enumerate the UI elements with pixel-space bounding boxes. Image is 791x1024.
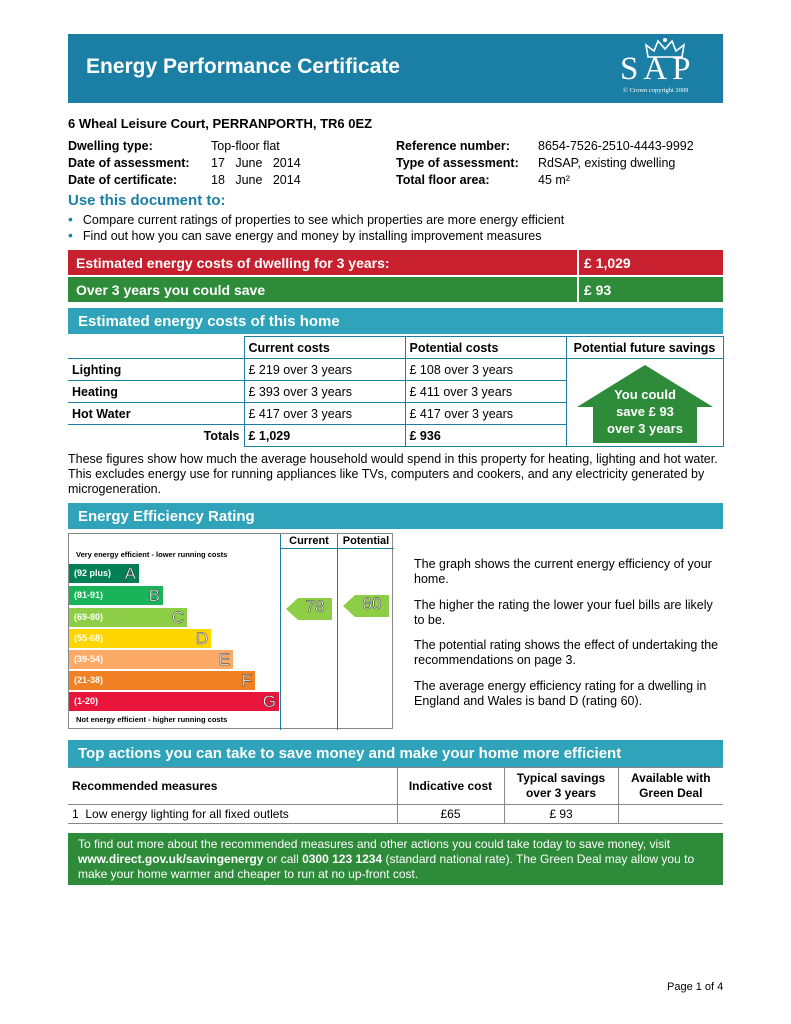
- band-letter: A: [124, 564, 136, 583]
- list-item: [68, 227, 541, 243]
- band-letter: B: [148, 586, 160, 605]
- detail-value: Top-floor flat: [211, 139, 280, 153]
- band-f: [69, 671, 255, 690]
- totals-current: £ 1,029: [244, 425, 405, 447]
- table-header: Potential costs: [405, 337, 566, 359]
- crown-copyright: © Crown copyright 2009: [623, 87, 689, 94]
- band-letter: F: [241, 671, 252, 690]
- use-heading: Use this document to:: [68, 192, 226, 209]
- band-range: (21-38): [74, 675, 104, 685]
- savings-line: You could: [614, 387, 676, 402]
- band-letter: E: [218, 650, 230, 669]
- bullet-text: Compare current ratings of properties to see which properties are more energy efficient: [82, 213, 565, 227]
- band-range: (92 plus): [74, 568, 112, 578]
- table-row: [68, 359, 723, 381]
- bullet-text: Find out how you can save energy and money by installing improvement measures: [82, 229, 542, 243]
- savings-bar: [68, 277, 723, 302]
- band-range: (69-80): [74, 612, 104, 622]
- totals-potential: £ 936: [405, 425, 566, 447]
- scale-top-label: Very energy efficient - lower running costs: [76, 550, 228, 559]
- savings-arrow-text: [573, 386, 718, 437]
- row-name: Hot Water: [68, 403, 244, 425]
- detail-label: Reference number:: [396, 139, 510, 153]
- costs-note: These figures show how much the average household would spend in this property for heating, lighting and hot water. This excludes energy use for running appliances like TVs, computers and cookers, and any electricity generated by microgeneration.: [68, 452, 718, 496]
- detail-label: Date of certificate:: [68, 173, 178, 187]
- band-range: (39-54): [74, 654, 104, 664]
- measure-name: 1 Low energy lighting for all fixed outlets: [68, 805, 397, 824]
- table-header: Recommended measures: [68, 768, 397, 805]
- measure-savings: £ 93: [504, 805, 618, 824]
- detail-label: Total floor area:: [396, 173, 490, 187]
- potential-cost: £ 411 over 3 years: [405, 381, 566, 403]
- savings-line: save £ 93: [616, 404, 674, 419]
- bullet-icon: •: [68, 211, 73, 227]
- band-letter: G: [262, 692, 276, 711]
- footer-text: (standard national rate). The Green Deal may allow you to make your home warmer and cheaper to run at no up-front cost.: [78, 852, 695, 881]
- band-g: [69, 692, 279, 711]
- bar-value: £ 1,029: [584, 255, 631, 271]
- table-header: [68, 337, 244, 359]
- table-header-row: [68, 337, 723, 359]
- reference-number: 8654-7526-2510-4443-9992: [538, 139, 694, 153]
- sap-logo-text: SAP: [620, 51, 696, 87]
- efficiency-paragraph: The graph shows the current energy efficiency of your home.: [414, 557, 712, 586]
- section-title: Top actions you can take to save money and make your home more efficient: [78, 745, 622, 762]
- bar-label: Estimated energy costs of dwelling for 3 years:: [76, 255, 390, 271]
- totals-label: Totals: [68, 425, 244, 447]
- list-item: [68, 211, 564, 227]
- potential-rating-value: 80: [362, 594, 382, 613]
- bullet-icon: •: [68, 227, 73, 243]
- footer-info-box: [68, 833, 723, 885]
- band-d: [69, 629, 211, 648]
- band-range: (1-20): [74, 696, 99, 706]
- footer-text: or call: [263, 852, 303, 866]
- efficiency-paragraph: The higher the rating the lower your fuel bills are likely to be.: [414, 598, 713, 627]
- actions-table: [68, 767, 723, 824]
- dwelling-type-row: [68, 139, 153, 153]
- divider: [577, 250, 579, 275]
- costs-table: [68, 336, 724, 447]
- band-range: (55-68): [74, 633, 104, 643]
- divider: [280, 534, 281, 730]
- page-title: Energy Performance Certificate: [86, 55, 400, 78]
- detail-value: RdSAP, existing dwelling: [538, 156, 676, 170]
- savings-cell: [566, 359, 723, 447]
- divider: [337, 534, 338, 730]
- potential-cost: £ 108 over 3 years: [405, 359, 566, 381]
- row-name: Lighting: [68, 359, 244, 381]
- band-e: [69, 650, 233, 669]
- table-header: Available with Green Deal: [618, 768, 723, 805]
- section-heading-efficiency: [68, 503, 723, 529]
- table-header-row: [68, 768, 723, 805]
- detail-label: Date of assessment:: [68, 156, 190, 170]
- footer-text: To find out more about the recommended measures and other actions you could take today to save money, visit: [78, 837, 671, 851]
- current-cost: £ 219 over 3 years: [244, 359, 405, 381]
- savingenergy-link[interactable]: www.direct.gov.uk/savingenergy: [78, 852, 264, 866]
- current-cost: £ 417 over 3 years: [244, 403, 405, 425]
- sap-logo: [618, 37, 714, 99]
- table-row: [68, 805, 723, 824]
- band-letter: C: [171, 608, 184, 627]
- table-header: Current costs: [244, 337, 405, 359]
- estimated-cost-bar: [68, 250, 723, 275]
- row-name: Heating: [68, 381, 244, 403]
- band-a: [69, 564, 139, 583]
- detail-value: 18 June 2014: [211, 173, 301, 187]
- property-address: 6 Wheal Leisure Court, PERRANPORTH, TR6 0EZ: [68, 116, 373, 131]
- measure-cost: £65: [397, 805, 504, 824]
- current-rating-value: 78: [305, 597, 325, 616]
- detail-label: Type of assessment:: [396, 156, 519, 170]
- band-letter: D: [195, 629, 208, 648]
- band-range: (81-91): [74, 590, 104, 600]
- section-heading-costs: [68, 308, 723, 334]
- bar-value: £ 93: [584, 282, 612, 298]
- section-title: Estimated energy costs of this home: [78, 313, 340, 330]
- divider: [280, 548, 394, 549]
- section-title: Energy Efficiency Rating: [78, 508, 255, 525]
- table-header: Potential future savings: [566, 337, 723, 359]
- detail-value: 45 m²: [538, 173, 570, 187]
- detail-label: Dwelling type:: [68, 139, 153, 153]
- detail-value: 17 June 2014: [211, 156, 301, 170]
- phone-number: 0300 123 1234: [302, 852, 383, 866]
- table-header: Indicative cost: [397, 768, 504, 805]
- bar-label: Over 3 years you could save: [76, 282, 266, 298]
- section-heading-actions: [68, 740, 723, 767]
- potential-cost: £ 417 over 3 years: [405, 403, 566, 425]
- efficiency-paragraph: The potential rating shows the effect of undertaking the recommendations on page 3.: [414, 638, 719, 667]
- divider: [577, 277, 579, 302]
- current-cost: £ 393 over 3 years: [244, 381, 405, 403]
- savings-line: over 3 years: [607, 421, 683, 436]
- table-header: Typical savings over 3 years: [504, 768, 618, 805]
- band-c: [69, 608, 187, 627]
- potential-column-header: Potential: [342, 535, 390, 547]
- page-number: Page 1 of 4: [667, 981, 724, 993]
- scale-bottom-label: Not energy efficient - higher running costs: [76, 715, 228, 724]
- efficiency-paragraph: The average energy efficiency rating for a dwelling in England and Wales is band D (rating 60).: [414, 679, 707, 708]
- current-column-header: Current: [289, 535, 329, 547]
- rating-chart: [68, 533, 393, 729]
- measure-green-deal: [618, 805, 723, 824]
- band-b: [69, 586, 163, 605]
